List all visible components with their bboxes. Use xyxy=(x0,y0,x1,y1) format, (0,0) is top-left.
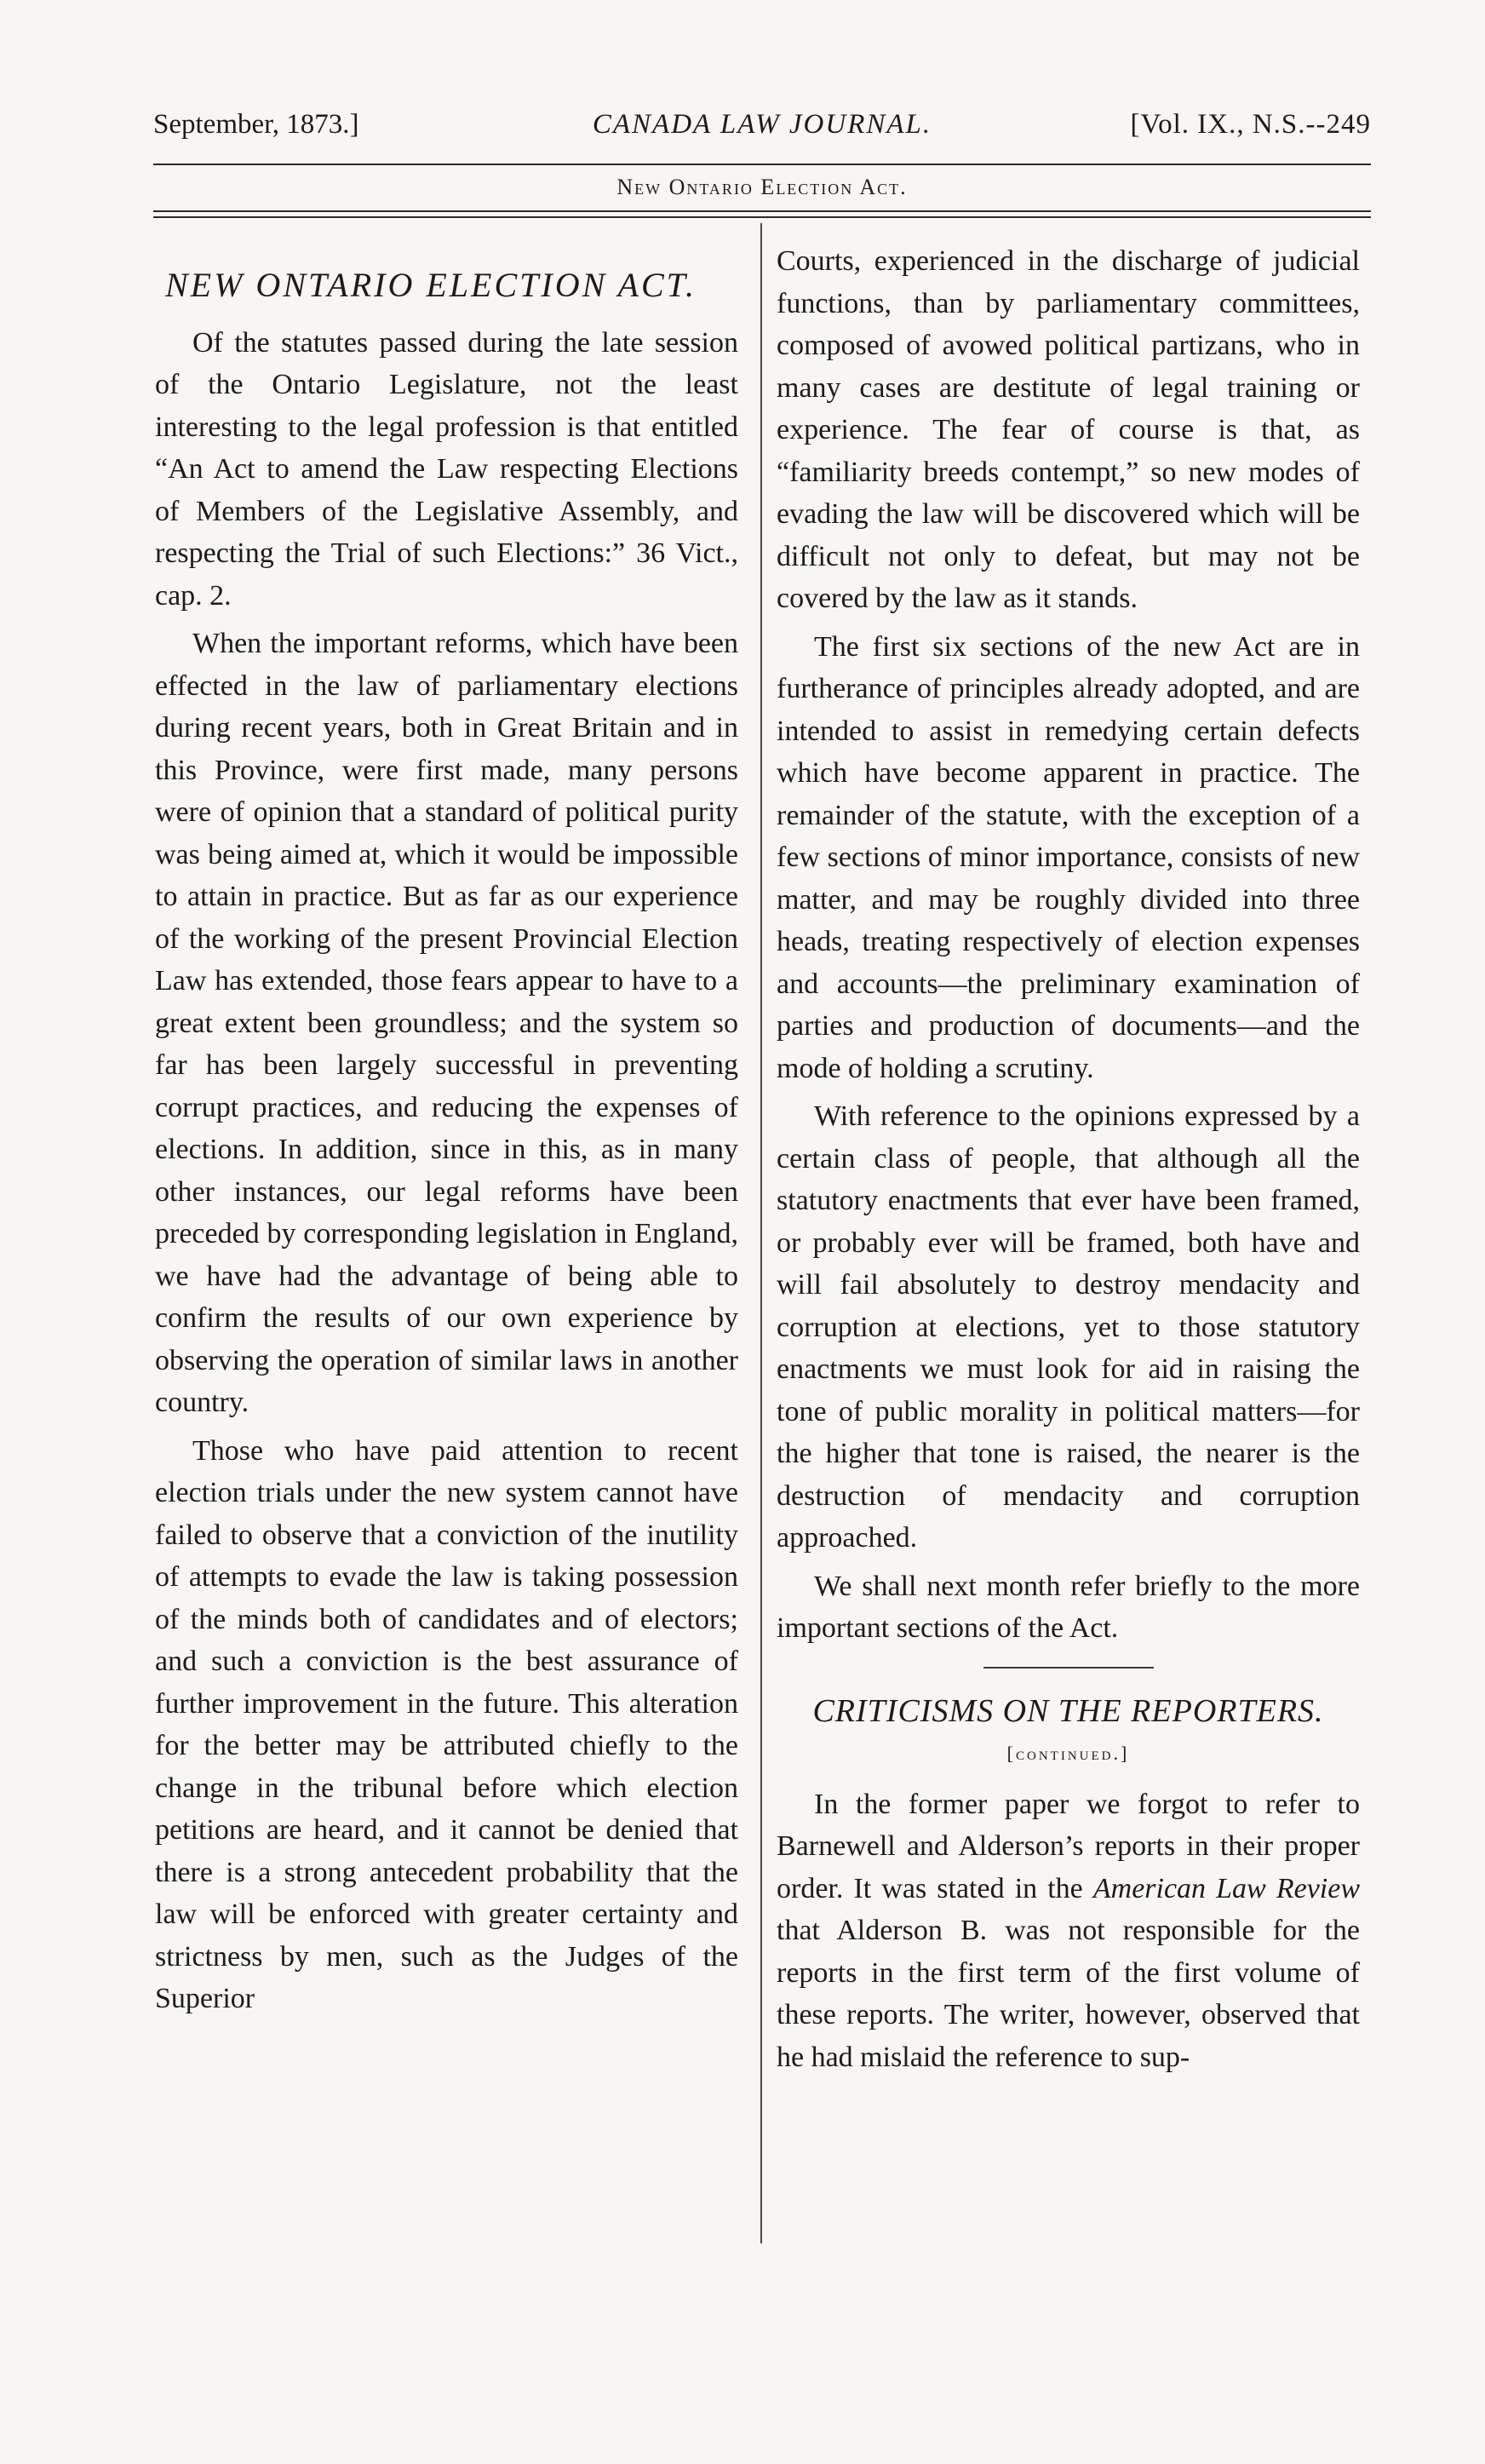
paragraph: Those who have paid attention to recent election trials under the new system cannot have failed to observe that a conviction of the inutility of attempts to evade the law is taking possession of the minds both of candidates and of electors; and such a conviction is the best assurance of further improvement in the future. This alteration for the better may be attributed chiefly to the change in the tribunal before which election petitions are heard, and it cannot be denied that there is a strong antecedent probability that the law will be enforced with greater certainty and strictness by men, such as the Judges of the Superior xyxy=(155,1434,738,2014)
paragraph: The first six sections of the new Act are in furtherance of principles already adopted, and are intended to assist in remedying certain defects which have become apparent in practice. The remainder of the statute, with the exception of a few sections of minor importance, consists of new matter, and may be roughly divided into three heads, treating respectively of election expenses and accounts—the preliminary examination of parties and production of documents—and the mode of holding a scrutiny. xyxy=(777,630,1360,1084)
header-rule xyxy=(153,164,1371,165)
header-date: September, 1873.] xyxy=(153,109,359,140)
right-column xyxy=(777,240,1360,2078)
paragraph: Of the statutes passed during the late session of the Ontario Legislature, not the least interesting to the legal profession is that entitled “An Act to amend the Law respecting Elections of Members of the Legislative Assembly, and respecting the Trial of such Elections:” 36 Vict., cap. 2. xyxy=(155,326,738,612)
column-divider xyxy=(760,223,762,2243)
running-head xyxy=(153,109,1371,152)
header-journal-title: CANADA LAW JOURNAL. xyxy=(592,109,932,140)
text-run: that Alderson B. was not responsible for the reports in the first term of the first volume of these reports. The writer, however, observed that he had mislaid the reference to sup- xyxy=(777,1915,1360,2073)
paragraph: When the important reforms, which have been effected in the law of parliamentary elections during recent years, both in Great Britain and in this Province, were first made, many persons were of opinion that a standard of political purity was being aimed at, which it would be impossible to attain in practice. But as far as our experience of the working of the present Provincial Election Law has extended, those fears appear to have to a great extent been groundless; and the system so far has been largely successful in preventing corrupt practices, and reducing the expenses of elections. In addition, since in this, as in many other instances, our legal reforms have been preceded by corresponding legislation in England, we have had the advantage of being able to confirm the results of our own experience by observing the operation of similar laws in another country. xyxy=(155,628,738,1418)
left-column xyxy=(155,240,738,2020)
text-run: In the former paper we forgot to refer to Barnewell and Alderson’s reports in their proper order. It was stated in the xyxy=(777,1788,1360,1904)
paragraph-continued: Courts, experienced in the discharge of judicial functions, than by parliamentary committees, composed of avowed political partizans, who in many cases are destitute of legal training or experience. The fear of course is that, as “familiarity breeds contempt,” so new modes of evading the law will be discovered which will be difficult not only to defeat, but may not be covered by the law as it stands. xyxy=(777,245,1360,614)
paragraph: We shall next month refer briefly to the more important sections of the Act. xyxy=(777,1570,1360,1644)
article-separator xyxy=(983,1667,1154,1669)
double-rule-bottom xyxy=(153,216,1371,218)
italic-citation: American Law Review xyxy=(1092,1872,1360,1904)
double-rule-top xyxy=(153,210,1371,212)
header-volume-page: [Vol. IX., N.S.--249 xyxy=(1130,109,1371,140)
paragraph: With reference to the opinions expressed by a certain class of people, that although all the statutory enactments that ever have been framed, or probably ever will be framed, both have and will fail absolutely to destroy mendacity and corruption at elections, yet to those statutory enactments we must look for aid in raising the tone of public morality in political matters—for the higher that tone is raised, the nearer is the destruction of mendacity and corruption approached. xyxy=(777,1100,1360,1554)
article-title: CRITICISMS ON THE REPORTERS. xyxy=(812,1692,1324,1729)
article-subtitle: [continued.] xyxy=(1006,1743,1130,1764)
article-title: NEW ONTARIO ELECTION ACT. xyxy=(165,266,697,304)
paragraph xyxy=(777,1783,1360,2079)
section-heading: New Ontario Election Act. xyxy=(616,175,908,199)
